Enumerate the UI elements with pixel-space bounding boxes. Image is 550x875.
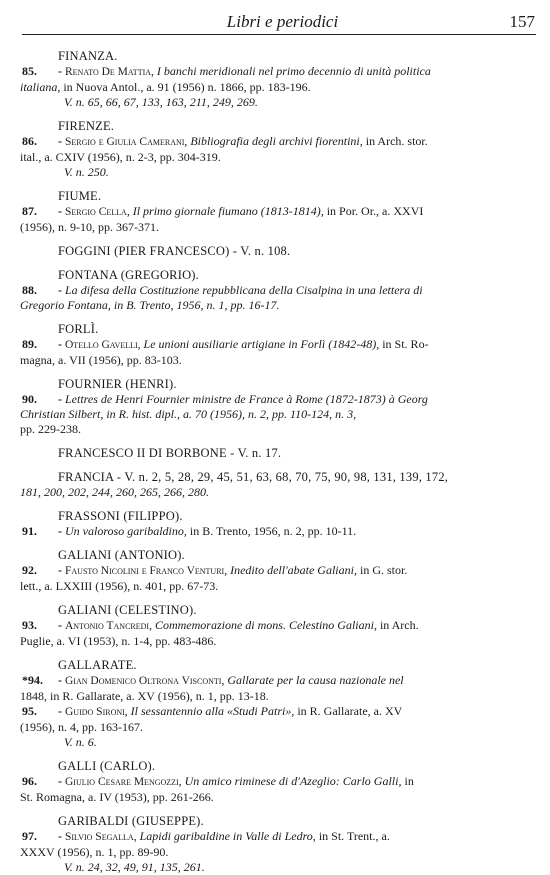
entry-93-continuation: Puglie, a. VI (1953), n. 1-4, pp. 483-486. xyxy=(20,634,217,648)
entry-title: Un amico riminese di d'Azeglio: Carlo Galli, xyxy=(181,774,402,788)
entry-85: 85. - Renato De Mattia, I banchi meridionali nel primo decennio di unità politica xyxy=(22,64,431,78)
entry-86: 86. - Sergio e Giulia Camerani, Bibliografia degli archivi fiorentini, in Arch. stor. xyxy=(22,134,428,148)
entry-93: 93. - Antonio Tancredi, Commemorazione di mons. Celestino Galiani, in Arch. xyxy=(22,618,419,632)
entry-97: 97. - Silvio Segalla, Lapidi garibaldine in Valle di Ledro, in St. Trent., a. xyxy=(22,829,390,843)
entry-90-continuation: Christian Silbert, in R. hist. dipl., a. 70 (1956), n. 2, pp. 110-124, n. 3, xyxy=(20,407,357,421)
entry-number: 95. xyxy=(22,704,37,718)
header-rule xyxy=(22,34,536,35)
entry-90-continuation-2: pp. 229-238. xyxy=(20,422,81,436)
section-heading-firenze: FIRENZE. xyxy=(58,119,115,133)
entry-91: 91. - Un valoroso garibaldino, in B. Trento, 1956, n. 2, pp. 10-11. xyxy=(22,524,357,538)
cross-reference: V. n. 24, 32, 49, 91, 135, 261. xyxy=(64,860,205,874)
entry-88-continuation: Gregorio Fontana, in B. Trento, 1956, n. 1, pp. 16-17. xyxy=(20,298,280,312)
entry-title: Gallarate per la causa nazionale nel xyxy=(224,673,404,687)
entry-95-continuation: (1956), n. 4, pp. 163-167. xyxy=(20,720,143,734)
entry-author: Sergio Cella, xyxy=(65,206,130,218)
entry-title: Lettres de Henri Fournier ministre de France à Rome (1872-1873) à Georg xyxy=(65,392,428,406)
entry-95: 95. - Guido Sironi, Il sessantennio alla «Studi Patri», in R. Gallarate, a. XV xyxy=(22,704,403,718)
entry-number: 97. xyxy=(22,829,37,843)
section-heading-fournier: FOURNIER (HENRI). xyxy=(58,377,177,391)
francia-references-continuation: 181, 200, 202, 244, 260, 265, 266, 280. xyxy=(20,485,209,499)
page-number: 157 xyxy=(509,12,535,31)
section-heading-galiani-antonio: GALIANI (ANTONIO). xyxy=(58,548,185,562)
entry-author: Silvio Segalla, xyxy=(65,831,137,843)
section-heading-fiume: FIUME. xyxy=(58,189,102,203)
entry-number: *94. xyxy=(22,673,43,687)
entry-90: 90. - Lettres de Henri Fournier ministre de France à Rome (1872-1873) à Georg xyxy=(22,392,428,406)
entry-author: Giulio Cesare Mengozzi, xyxy=(65,776,182,788)
section-heading-garibaldi: GARIBALDI (GIUSEPPE). xyxy=(58,814,204,828)
section-heading-forli: FORLÌ. xyxy=(58,322,99,336)
entry-number: 92. xyxy=(22,563,37,577)
entry-number: 91. xyxy=(22,524,37,538)
bibliography-list xyxy=(0,48,550,875)
entry-number: 89. xyxy=(22,337,37,351)
entry-92-continuation: lett., a. LXXIII (1956), n. 401, pp. 67-73. xyxy=(20,579,219,593)
entry-85-continuation: italiana, in Nuova Antol., a. 91 (1956) n. 1866, pp. 183-196. xyxy=(20,80,311,94)
entry-title: Le unioni ausiliarie artigiane in Forlì (1842-48), xyxy=(140,337,380,351)
entry-title: Un valoroso garibaldino, xyxy=(65,524,187,538)
section-heading-finanza: FINANZA. xyxy=(58,49,118,63)
entry-number: 86. xyxy=(22,134,37,148)
entry-title: La difesa della Costituzione repubblicana della Cisalpina in una lettera di xyxy=(65,283,423,297)
section-heading-fontana: FONTANA (GREGORIO). xyxy=(58,268,199,282)
entry-title: Il sessantennio alla «Studi Patri», xyxy=(127,704,295,718)
entry-title: Inedito dell'abate Galiani, xyxy=(227,563,357,577)
section-heading-frassoni: FRASSONI (FILIPPO). xyxy=(58,509,183,523)
entry-86-continuation: ital., a. CXIV (1956), n. 2-3, pp. 304-319. xyxy=(20,150,221,164)
entry-author: Gian Domenico Oltrona Visconti, xyxy=(65,675,225,687)
entry-94-continuation: 1848, in R. Gallarate, a. XV (1956), n. 1, pp. 13-18. xyxy=(20,689,269,703)
entry-author: Guido Sironi, xyxy=(65,706,128,718)
entry-title: Commemorazione di mons. Celestino Galiani, xyxy=(151,618,377,632)
entry-89-continuation: magna, a. VII (1956), pp. 83-103. xyxy=(20,353,182,367)
section-heading-galiani-celestino: GALIANI (CELESTINO). xyxy=(58,603,197,617)
entry-96-continuation: St. Romagna, a. IV (1953), pp. 261-266. xyxy=(20,790,214,804)
entry-title: Il primo giornale fiumano (1813-1814), xyxy=(129,204,324,218)
entry-87: 87. - Sergio Cella, Il primo giornale fiumano (1813-1814), in Por. Or., a. XXVI xyxy=(22,204,424,218)
entry-92: 92. - Fausto Nicolini e Franco Venturi, Inedito dell'abate Galiani, in G. stor. xyxy=(22,563,408,577)
entry-number: 87. xyxy=(22,204,37,218)
entry-author: Otello Gavelli, xyxy=(65,339,141,351)
entry-author: Renato De Mattia, xyxy=(65,66,154,78)
entry-number: 93. xyxy=(22,618,37,632)
entry-94: *94. - Gian Domenico Oltrona Visconti, Gallarate per la causa nazionale nel xyxy=(22,673,404,687)
running-head-title: Libri e periodici xyxy=(226,12,339,31)
entry-number: 96. xyxy=(22,774,37,788)
section-heading-foggini: FOGGINI (PIER FRANCESCO) - V. n. 108. xyxy=(58,244,291,258)
entry-number: 85. xyxy=(22,64,37,78)
entry-author: Antonio Tancredi, xyxy=(65,620,152,632)
section-heading-galli: GALLI (CARLO). xyxy=(58,759,156,773)
entry-96: 96. - Giulio Cesare Mengozzi, Un amico riminese di d'Azeglio: Carlo Galli, in xyxy=(22,774,414,788)
cross-reference: V. n. 6. xyxy=(64,735,97,749)
entry-87-continuation: (1956), n. 9-10, pp. 367-371. xyxy=(20,220,159,234)
entry-89: 89. - Otello Gavelli, Le unioni ausiliarie artigiane in Forlì (1842-48), in St. Ro- xyxy=(22,337,429,351)
entry-title: Bibliografia degli archivi fiorentini, xyxy=(187,134,363,148)
section-heading-francesco: FRANCESCO II DI BORBONE - V. n. 17. xyxy=(58,446,282,460)
entry-author: Fausto Nicolini e Franco Venturi, xyxy=(65,565,228,577)
entry-number: 88. xyxy=(22,283,37,297)
running-head xyxy=(30,10,535,34)
cross-reference: V. n. 250. xyxy=(64,165,109,179)
entry-title: Lapidi garibaldine in Valle di Ledro, xyxy=(136,829,316,843)
section-heading-gallarate: GALLARATE. xyxy=(58,658,137,672)
entry-88: 88. - La difesa della Costituzione repubblicana della Cisalpina in una lettera di xyxy=(22,283,423,297)
entry-number: 90. xyxy=(22,392,37,406)
section-heading-francia: FRANCIA - V. n. 2, 5, 28, 29, 45, 51, 63, 68, 70, 75, 90, 98, 131, 139, 172, xyxy=(58,470,449,484)
cross-reference: V. n. 65, 66, 67, 133, 163, 211, 249, 269. xyxy=(64,95,258,109)
entry-97-continuation: XXXV (1956), n. 1, pp. 89-90. xyxy=(20,845,169,859)
entry-author: Sergio e Giulia Camerani, xyxy=(65,136,188,148)
entry-title: I banchi meridionali nel primo decennio di unità politica xyxy=(153,64,431,78)
